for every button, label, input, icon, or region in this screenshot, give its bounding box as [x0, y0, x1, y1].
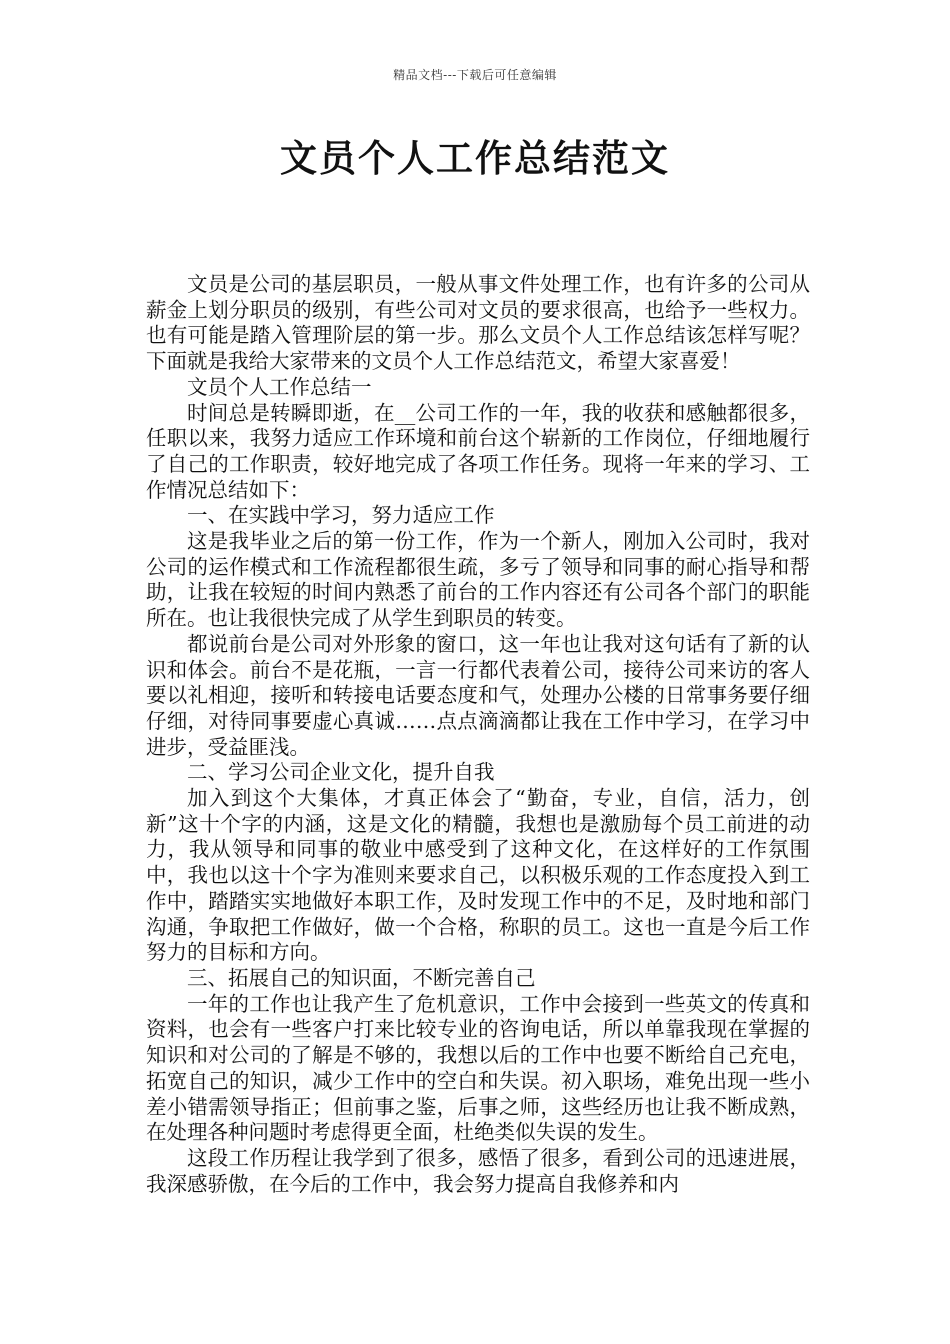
- document-body: [146, 272, 810, 1197]
- section-heading: 二、学习公司企业文化，提升自我: [187, 760, 495, 785]
- document-title: 文员个人工作总结范文: [280, 137, 670, 180]
- header-note: 精品文档---下载后可任意编辑: [393, 68, 557, 82]
- paragraph: 一年的工作也让我产生了危机意识，工作中会接到一些英文的传真和资料，也会有一些客户打来比较专业的咨询电话，所以单靠我现在掌握的知识和对公司的了解是不够的，我想以后的工作中也要不断给自己充电，拓宽自己的知识，减少工作中的空白和失误。初入职场，难免出现一些小差小错需领导指正；但前事之鉴，后事之师，这些经历也让我不断成熟，在处理各种问题时考虑得更全面，杜绝类似失误的发生。: [146, 991, 810, 1145]
- paragraph: 这段工作历程让我学到了很多，感悟了很多，看到公司的迅速进展，我深感骄傲，在今后的工作中，我会努力提高自我修养和内: [146, 1145, 810, 1196]
- paragraph: 时间总是转瞬即逝，在__公司工作的一年，我的收获和感触都很多，任职以来，我努力适应工作环境和前台这个崭新的工作岗位，仔细地履行了自己的工作职责，较好地完成了各项工作任务。现将一年来的学习、工作情况总结如下：: [146, 400, 810, 502]
- section-heading: 一、在实践中学习，努力适应工作: [187, 503, 495, 528]
- paragraph: 加入到这个大集体，才真正体会了“勤奋，专业，自信，活力，创新”这十个字的内涵，这是文化的精髓，我想也是激励每个员工前进的动力，我从领导和同事的敬业中感受到了这种文化，在这样好的工作氛围中，我也以这十个字为准则来要求自己，以积极乐观的工作态度投入到工作中，踏踏实实地做好本职工作，及时发现工作中的不足，及时地和部门沟通，争取把工作做好，做一个合格，称职的员工。这也一直是今后工作努力的目标和方向。: [146, 786, 810, 965]
- section-heading: 三、拓展自己的知识面，不断完善自己: [187, 965, 536, 990]
- section-heading: 文员个人工作总结一: [187, 374, 372, 399]
- paragraph: 这是我毕业之后的第一份工作，作为一个新人，刚加入公司时，我对公司的运作模式和工作流程都很生疏，多亏了领导和同事的耐心指导和帮助，让我在较短的时间内熟悉了前台的工作内容还有公司各个部门的职能所在。也让我很快完成了从学生到职员的转变。: [146, 529, 810, 631]
- paragraph-intro: 文员是公司的基层职员，一般从事文件处理工作，也有许多的公司从薪金上划分职员的级别，有些公司对文员的要求很高，也给予一些权力。也有可能是踏入管理阶层的第一步。那么文员个人工作总结该怎样写呢？下面就是我给大家带来的文员个人工作总结范文，希望大家喜爱！: [146, 272, 810, 374]
- paragraph: 都说前台是公司对外形象的窗口，这一年也让我对这句话有了新的认识和体会。前台不是花瓶，一言一行都代表着公司，接待公司来访的客人要以礼相迎，接听和转接电话要态度和气，处理办公楼的日常事务要仔细仔细，对待同事要虚心真诚……点点滴滴都让我在工作中学习，在学习中进步，受益匪浅。: [146, 631, 810, 759]
